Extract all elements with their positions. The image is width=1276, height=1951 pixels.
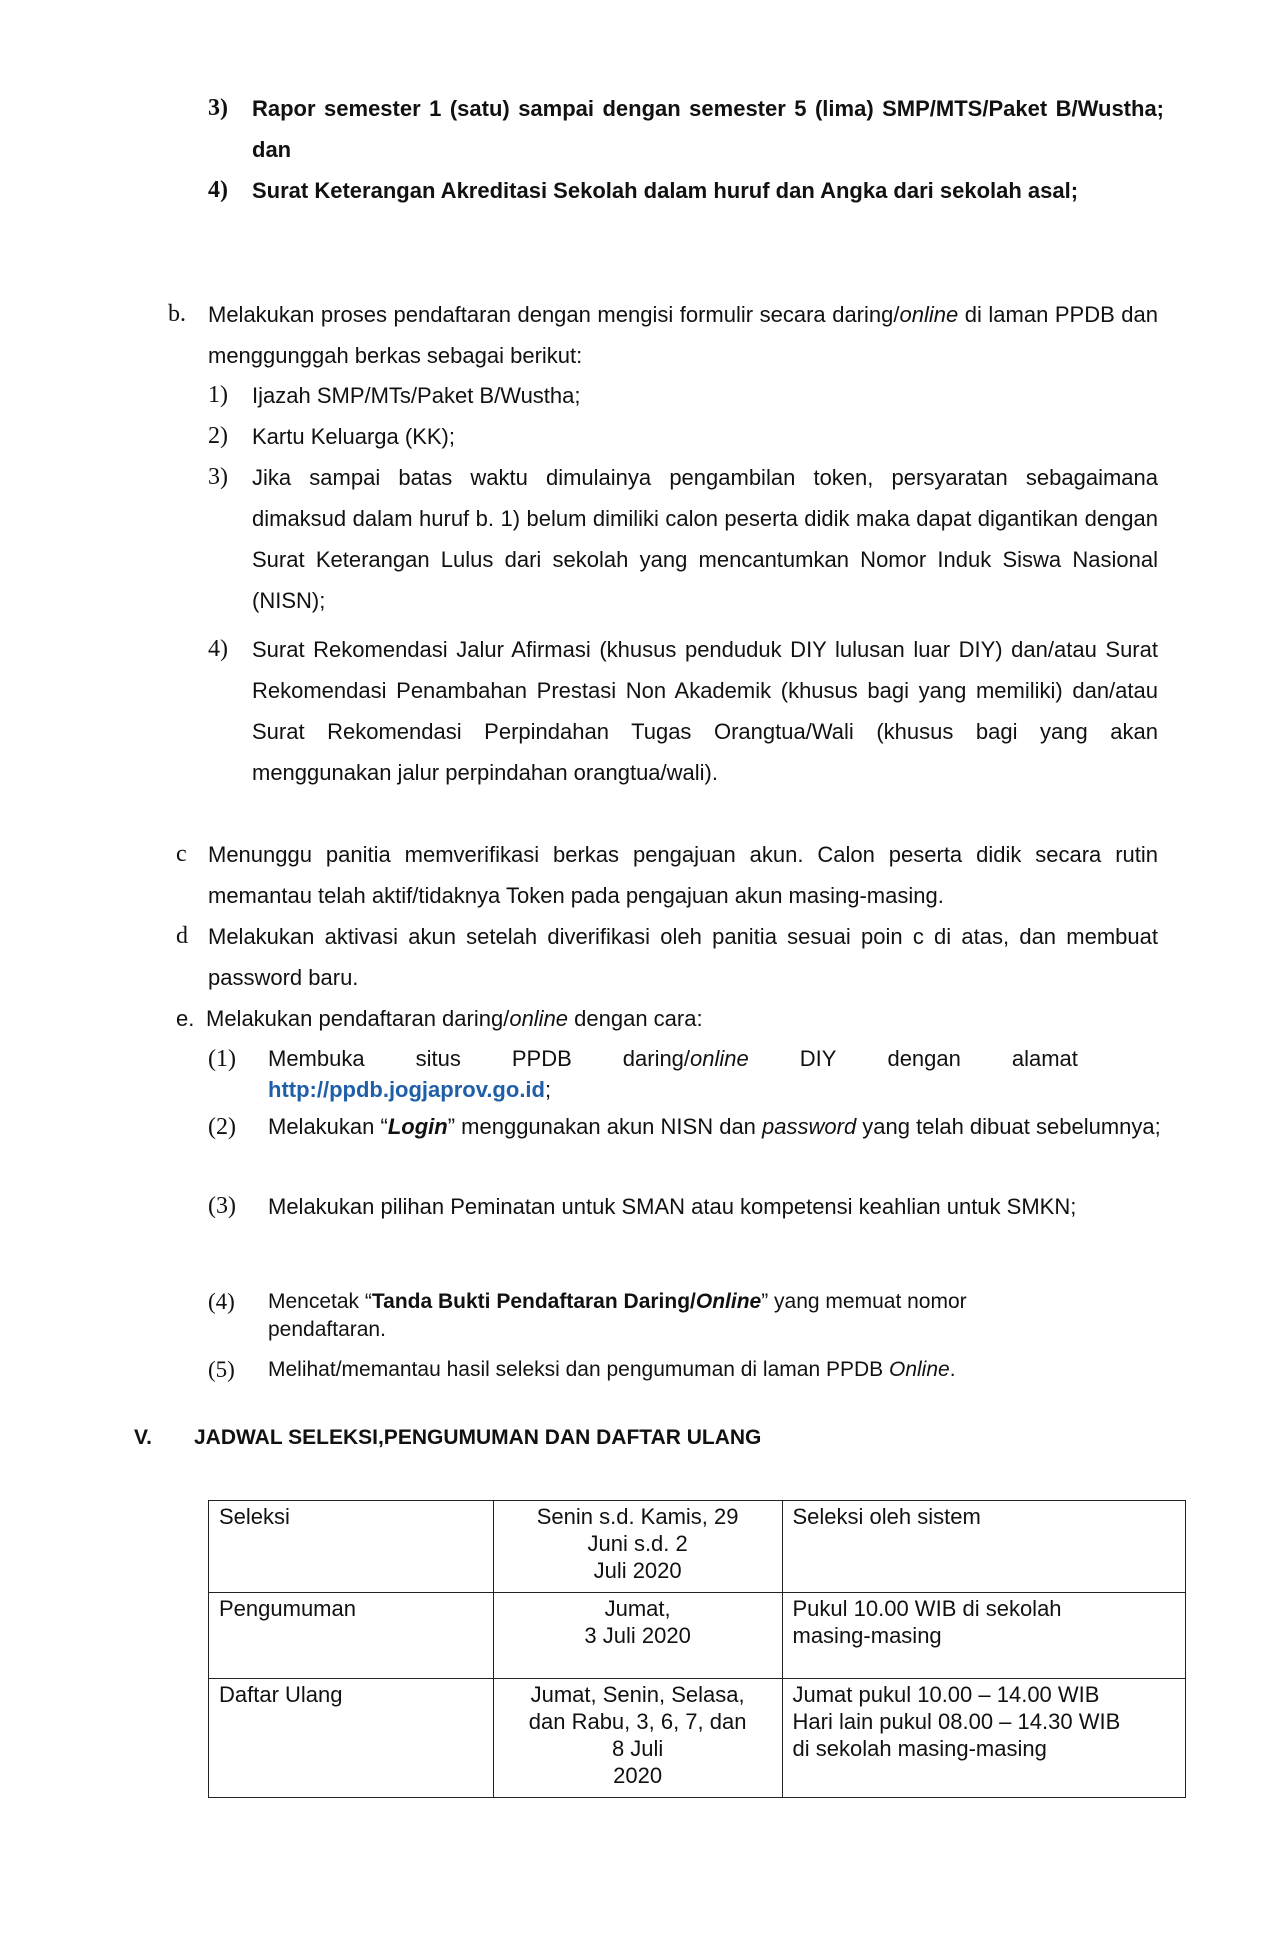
step-text [268, 1288, 1068, 1344]
note-line: di sekolah masing-masing [792, 1736, 1047, 1761]
date-cell [493, 1593, 782, 1679]
word-italic: online [690, 1046, 749, 1071]
list-number: 2) [208, 423, 228, 449]
section-e [176, 998, 1158, 1039]
step-2 [208, 1110, 1166, 1144]
note-line: Seleksi oleh sistem [792, 1504, 981, 1529]
date-line: Juli 2020 [593, 1558, 682, 1583]
intro-text: Melakukan proses pendaftaran dengan mengisi formulir secara daring/ [208, 302, 900, 327]
login-emphasis: Login [387, 1114, 448, 1139]
list-number: 3) [208, 464, 228, 490]
schedule-table-body [209, 1501, 1186, 1798]
section-d-text: Melakukan aktivasi akun setelah diverifikasi oleh panitia sesuai poin c di atas, dan membuat password baru. [208, 924, 1158, 990]
step-number: (4) [208, 1289, 235, 1314]
step-text [268, 1042, 1078, 1104]
text-part: Melakukan “ [268, 1114, 388, 1139]
word [623, 1042, 749, 1076]
section-v-title: JADWAL SELEKSI,PENGUMUMAN DAN DAFTAR ULANG [194, 1426, 762, 1449]
note-line: Jumat pukul 10.00 – 14.00 WIB [792, 1682, 1100, 1707]
note-line: Hari lain pukul 08.00 – 14.30 WIB [792, 1709, 1121, 1734]
date-line: Jumat, Senin, Selasa, [530, 1682, 745, 1707]
note-cell [782, 1593, 1186, 1679]
ppdb-link[interactable]: http://ppdb.jogjaprov.go.id [268, 1077, 545, 1102]
list-item-b3 [208, 457, 1158, 621]
list-number: 3) [208, 95, 228, 121]
date-line: 8 Juli [611, 1736, 664, 1761]
word: Membuka [268, 1046, 365, 1071]
section-c [176, 834, 1158, 916]
section-b [168, 294, 1158, 376]
list-text: Ijazah SMP/MTs/Paket B/Wustha; [252, 383, 581, 408]
intro-text: dengan cara: [568, 1006, 703, 1031]
text-part: ” yang memuat nomor pendaftaran. [268, 1290, 967, 1341]
list-item-b1 [208, 375, 1158, 416]
activity-cell: Seleksi [209, 1501, 494, 1593]
text-part: ” menggunakan akun NISN dan [447, 1114, 763, 1139]
text-part: Mencetak “ [268, 1290, 372, 1313]
list-text: Surat Keterangan Akreditasi Sekolah dalam huruf dan Angka dari sekolah asal; [252, 178, 1079, 203]
step-4 [208, 1288, 1068, 1344]
word: situs [415, 1046, 461, 1071]
punctuation: . [949, 1358, 956, 1381]
section-e-intro [206, 998, 703, 1039]
list-text: Jika sampai batas waktu dimulainya pengambilan token, persyaratan sebagaimana dimaksud dalam huruf b. 1) belum dimiliki calon peserta didik maka dapat digantikan dengan Surat Keterangan Lulus dari sekolah yang mencantumkan Nomor Induk Siswa Nasional (NISN); [252, 465, 1158, 613]
section-letter: c [176, 841, 187, 867]
list-item-a3 [208, 88, 1164, 170]
step-number: (5) [208, 1357, 235, 1382]
intro-text: Melakukan pendaftaran daring/ [206, 1006, 510, 1031]
list-item-b4 [208, 629, 1158, 793]
step-text [268, 1356, 956, 1384]
schedule-table [208, 1500, 1186, 1798]
activity-cell: Daftar Ulang [209, 1679, 494, 1798]
section-letter: d [176, 923, 188, 949]
intro-italic: online [509, 1006, 569, 1031]
note-cell [782, 1501, 1186, 1593]
list-text: Surat Rekomendasi Jalur Afirmasi (khusus penduduk DIY lulusan luar DIY) dan/atau Surat Rekomendasi Penambahan Prestasi Non Akademik (khusus bagi yang memiliki) dan/atau Surat Rekomendasi Perpindahan Tugas Orangtua/Wali (khusus bagi yang akan menggunakan jalur perpindahan orangtua/wali). [252, 637, 1158, 785]
step-text [268, 1110, 1166, 1144]
intro-italic: online [899, 302, 959, 327]
list-text: Rapor semester 1 (satu) sampai dengan semester 5 (lima) SMP/MTS/Paket B/Wustha; dan [252, 96, 1164, 162]
table-row [209, 1501, 1186, 1593]
text-italic: Online [889, 1358, 950, 1381]
step-number: (1) [208, 1046, 236, 1072]
step-text: Melakukan pilihan Peminatan untuk SMAN atau kompetensi keahlian untuk SMKN; [268, 1194, 1077, 1219]
list-text: Kartu Keluarga (KK); [252, 424, 455, 449]
section-d [176, 916, 1158, 998]
date-line: dan Rabu, 3, 6, 7, dan [528, 1709, 747, 1734]
date-line: 3 Juli 2020 [584, 1623, 691, 1648]
section-c-text: Menunggu panitia memverifikasi berkas pengajuan akun. Calon peserta didik secara rutin memantau telah aktif/tidaknya Token pada pengajuan akun masing-masing. [208, 842, 1158, 908]
step-1-line [268, 1042, 1078, 1076]
intro-text: di laman PPDB dan menggunggah berkas sebagai berikut: [208, 302, 1159, 368]
note-cell [782, 1679, 1186, 1798]
word-part: daring/ [622, 1046, 691, 1071]
step-number: (2) [208, 1114, 236, 1140]
step-3 [208, 1186, 1166, 1227]
word: alamat [1011, 1046, 1078, 1071]
section-b-intro [208, 294, 1158, 376]
note-line: Pukul 10.00 WIB di sekolah [792, 1596, 1062, 1621]
date-cell [493, 1501, 782, 1593]
date-line: 2020 [613, 1763, 663, 1788]
date-line: Senin s.d. Kamis, 29 [536, 1504, 739, 1529]
password-emphasis: password [762, 1114, 857, 1139]
text-bold-italic: Online [695, 1290, 762, 1313]
list-item-b2 [208, 416, 1158, 457]
table-row [209, 1593, 1186, 1679]
text-part: Melihat/memantau hasil seleksi dan pengumuman di laman PPDB [268, 1358, 889, 1381]
list-item-a4 [208, 170, 1164, 211]
section-v-number: V. [134, 1426, 152, 1449]
activity-cell: Pengumuman [209, 1593, 494, 1679]
step-1 [208, 1042, 1078, 1104]
list-number: 4) [208, 636, 228, 662]
date-line: Jumat, [604, 1596, 671, 1621]
word: dengan [887, 1046, 961, 1071]
step-number: (3) [208, 1193, 236, 1219]
list-number: 4) [208, 177, 228, 203]
text-bold: Tanda Bukti Pendaftaran Daring/ [371, 1290, 696, 1313]
date-cell [493, 1679, 782, 1798]
section-letter: e. [176, 1006, 195, 1031]
word: DIY [799, 1046, 837, 1071]
punctuation: ; [544, 1077, 552, 1102]
step-1-link-line [268, 1076, 1078, 1104]
section-letter: b. [168, 301, 186, 327]
note-line: masing-masing [792, 1623, 942, 1648]
step-5 [208, 1356, 1108, 1384]
list-number: 1) [208, 382, 228, 408]
date-line: Juni s.d. 2 [587, 1531, 688, 1556]
table-row [209, 1679, 1186, 1798]
word: PPDB [511, 1046, 572, 1071]
text-part: yang telah dibuat sebelumnya; [856, 1114, 1161, 1139]
